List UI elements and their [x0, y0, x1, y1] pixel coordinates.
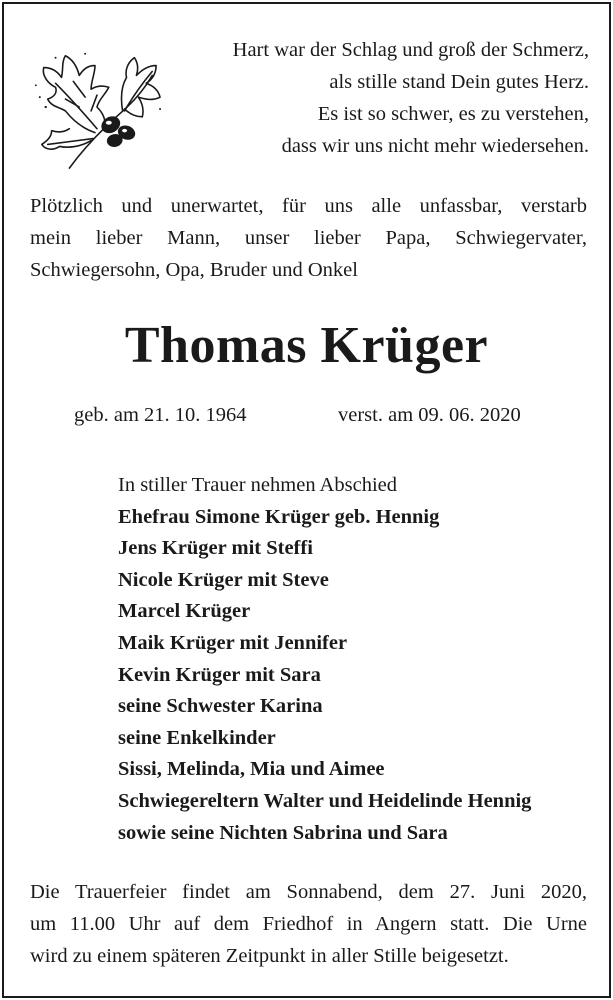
mourner-entry: Jens Krüger mit Steffi [118, 537, 313, 560]
mourner-entry: Maik Krüger mit Jennifer [118, 631, 348, 654]
mourner-entry: sowie seine Nichten Sabrina und Sara [118, 821, 448, 844]
announcement-line: Schwiegersohn, Opa, Bruder und Onkel [30, 259, 358, 281]
obituary-card [2, 2, 611, 998]
oak-leaf-acorn-icon [26, 38, 164, 176]
mourner-entry: seine Enkelkinder [118, 726, 276, 749]
birth-date: geb. am 21. 10. 1964 [74, 404, 247, 426]
funeral-line: Die Trauerfeier findet am Sonnabend, dem 27. Juni 2020, [30, 881, 587, 903]
mourner-entry: Kevin Krüger mit Sara [118, 663, 321, 686]
announcement-line: mein lieber Mann, unser lieber Papa, Schwiegervater, [30, 227, 587, 249]
funeral-line: wird zu einem späteren Zeitpunkt in aller Stille beigesetzt. [30, 945, 509, 967]
poem-line: Hart war der Schlag und groß der Schmerz, [232, 39, 589, 61]
poem-line: Es ist so schwer, es zu verstehen, [317, 103, 589, 125]
death-date: verst. am 09. 06. 2020 [338, 404, 521, 426]
mourner-entry: Ehefrau Simone Krüger geb. Hennig [118, 505, 440, 528]
announcement-line: Plötzlich und unerwartet, für uns alle unfassbar, verstarb [30, 195, 587, 217]
memorial-poem [233, 34, 589, 162]
mourner-entry: Sissi, Melinda, Mia und Aimee [118, 758, 385, 781]
deceased-name: Thomas Krüger [124, 317, 489, 374]
mourner-entry: Nicole Krüger mit Steve [118, 568, 329, 591]
mourners-list [118, 470, 531, 849]
poem-line: dass wir uns nicht mehr wiedersehen. [281, 135, 589, 157]
funeral-line: um 11.00 Uhr auf dem Friedhof in Angern statt. Die Urne [30, 913, 587, 935]
mourner-entry: Schwiegereltern Walter und Heidelinde Hennig [118, 789, 532, 812]
funeral-notice [30, 876, 587, 972]
mourners-heading: In stiller Trauer nehmen Abschied [118, 474, 397, 496]
poem-line: als stille stand Dein gutes Herz. [329, 71, 589, 93]
mourner-entry: Marcel Krüger [118, 600, 251, 623]
mourner-entry: seine Schwester Karina [118, 695, 323, 718]
announcement-text [30, 190, 587, 286]
